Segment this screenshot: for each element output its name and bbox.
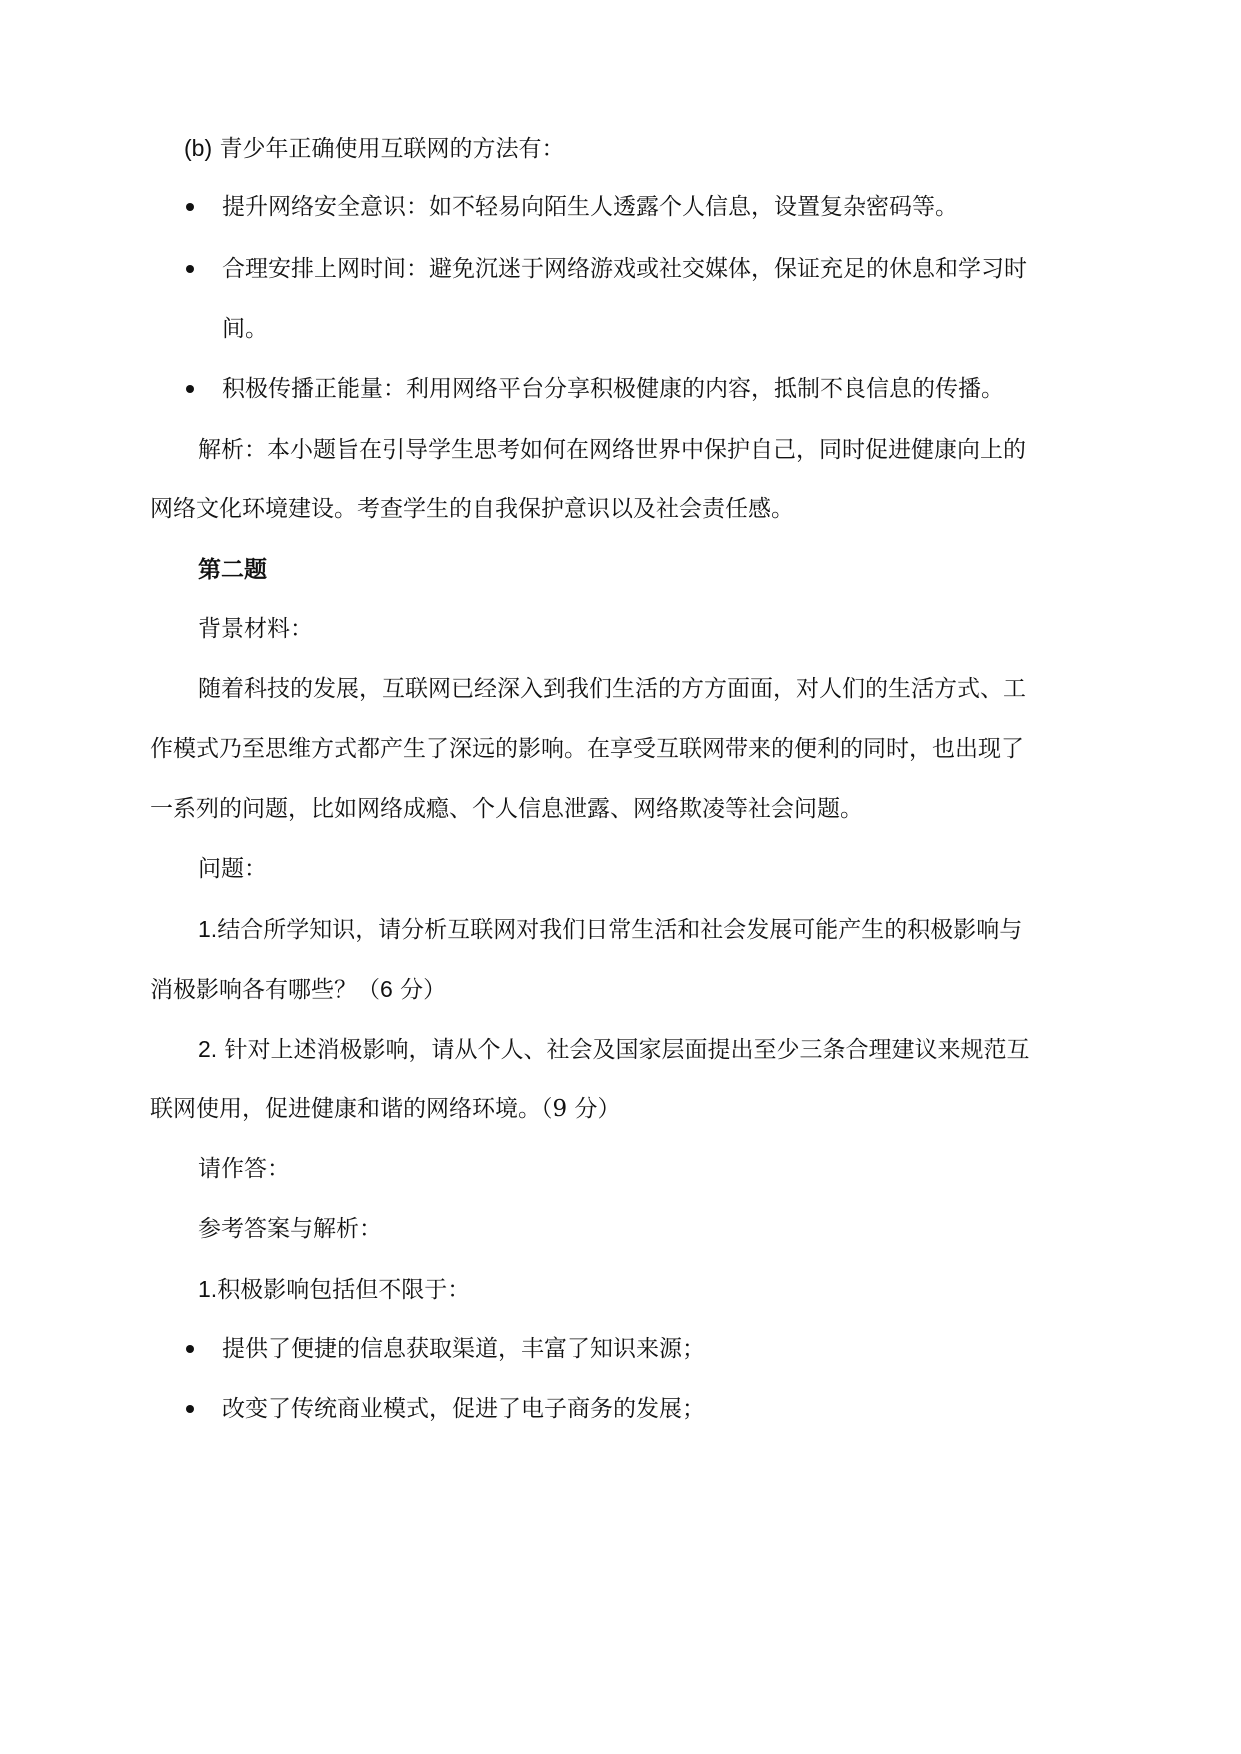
bullet-icon [186, 265, 194, 273]
positive-item-2: 改变了传统商业模式，促进了电子商务的发展； [222, 1396, 705, 1422]
question-1-continued [150, 974, 446, 1005]
part-b-intro-text: 青少年正确使用互联网的方法有： [219, 136, 565, 162]
method-item-3: 积极传播正能量：利用网络平台分享积极健康的内容，抵制不良信息的传播。 [222, 376, 1004, 402]
question-2-text-end: 联网使用，促进健康和谐的网络环境。（ [150, 1096, 553, 1122]
background-paragraph-line-2: 作模式乃至思维方式都产生了深远的影响。在享受互联网带来的便利的同时，也出现了 [150, 736, 1024, 762]
bullet-icon [186, 203, 194, 211]
background-paragraph-line-3: 一系列的问题，比如网络成瘾、个人信息泄露、网络欺凌等社会问题。 [150, 796, 863, 822]
positive-effects-intro-text: 积极影响包括但不限于： [217, 1277, 471, 1303]
bullet-icon [186, 385, 194, 393]
question-2-text: 针对上述消极影响，请从个人、社会及国家层面提出至少三条合理建议来规范互 [217, 1037, 1030, 1063]
method-item-1: 提升网络安全意识：如不轻易向陌生人透露个人信息，设置复杂密码等。 [222, 194, 958, 220]
question-label: 问题： [198, 856, 267, 882]
positive-effects-intro [198, 1274, 470, 1305]
question-2 [198, 1034, 1030, 1065]
positive-item-1: 提供了便捷的信息获取渠道，丰富了知识来源； [222, 1336, 705, 1362]
question-2-points-unit: 分） [567, 1096, 621, 1122]
question-1-points-unit: 分） [392, 977, 447, 1003]
question-1 [198, 914, 1022, 945]
background-label: 背景材料： [198, 616, 313, 642]
question-1-number: 1. [198, 916, 218, 942]
bullet-icon [186, 1405, 194, 1413]
question-1-text-end: 消极影响各有哪些？（ [150, 977, 380, 1003]
question-1-points: 6 [380, 976, 393, 1002]
question-2-number: 2. [198, 1036, 218, 1062]
method-item-2: 合理安排上网时间：避免沉迷于网络游戏或社交媒体，保证充足的休息和学习时 [222, 256, 1027, 282]
method-item-2-continued: 间。 [222, 316, 268, 342]
background-paragraph: 随着科技的发展，互联网已经深入到我们生活的方方面面，对人们的生活方式、工 [198, 676, 1026, 702]
analysis-paragraph-continued: 网络文化环境建设。考查学生的自我保护意识以及社会责任感。 [150, 496, 794, 522]
bullet-icon [186, 1345, 194, 1353]
part-b-label: (b) [184, 135, 213, 161]
question-1-text: 结合所学知识，请分析互联网对我们日常生活和社会发展可能产生的积极影响与 [217, 917, 1023, 943]
question-2-points: 9 [552, 1096, 568, 1122]
answer-prompt: 请作答： [198, 1156, 290, 1182]
reference-answer-label: 参考答案与解析： [198, 1216, 382, 1242]
part-b-intro [184, 133, 564, 164]
analysis-paragraph: 解析：本小题旨在引导学生思考如何在网络世界中保护自己，同时促进健康向上的 [198, 437, 1026, 463]
question-2-heading: 第二题 [198, 556, 267, 583]
question-2-continued [150, 1094, 620, 1124]
positive-effects-number: 1. [198, 1276, 218, 1302]
